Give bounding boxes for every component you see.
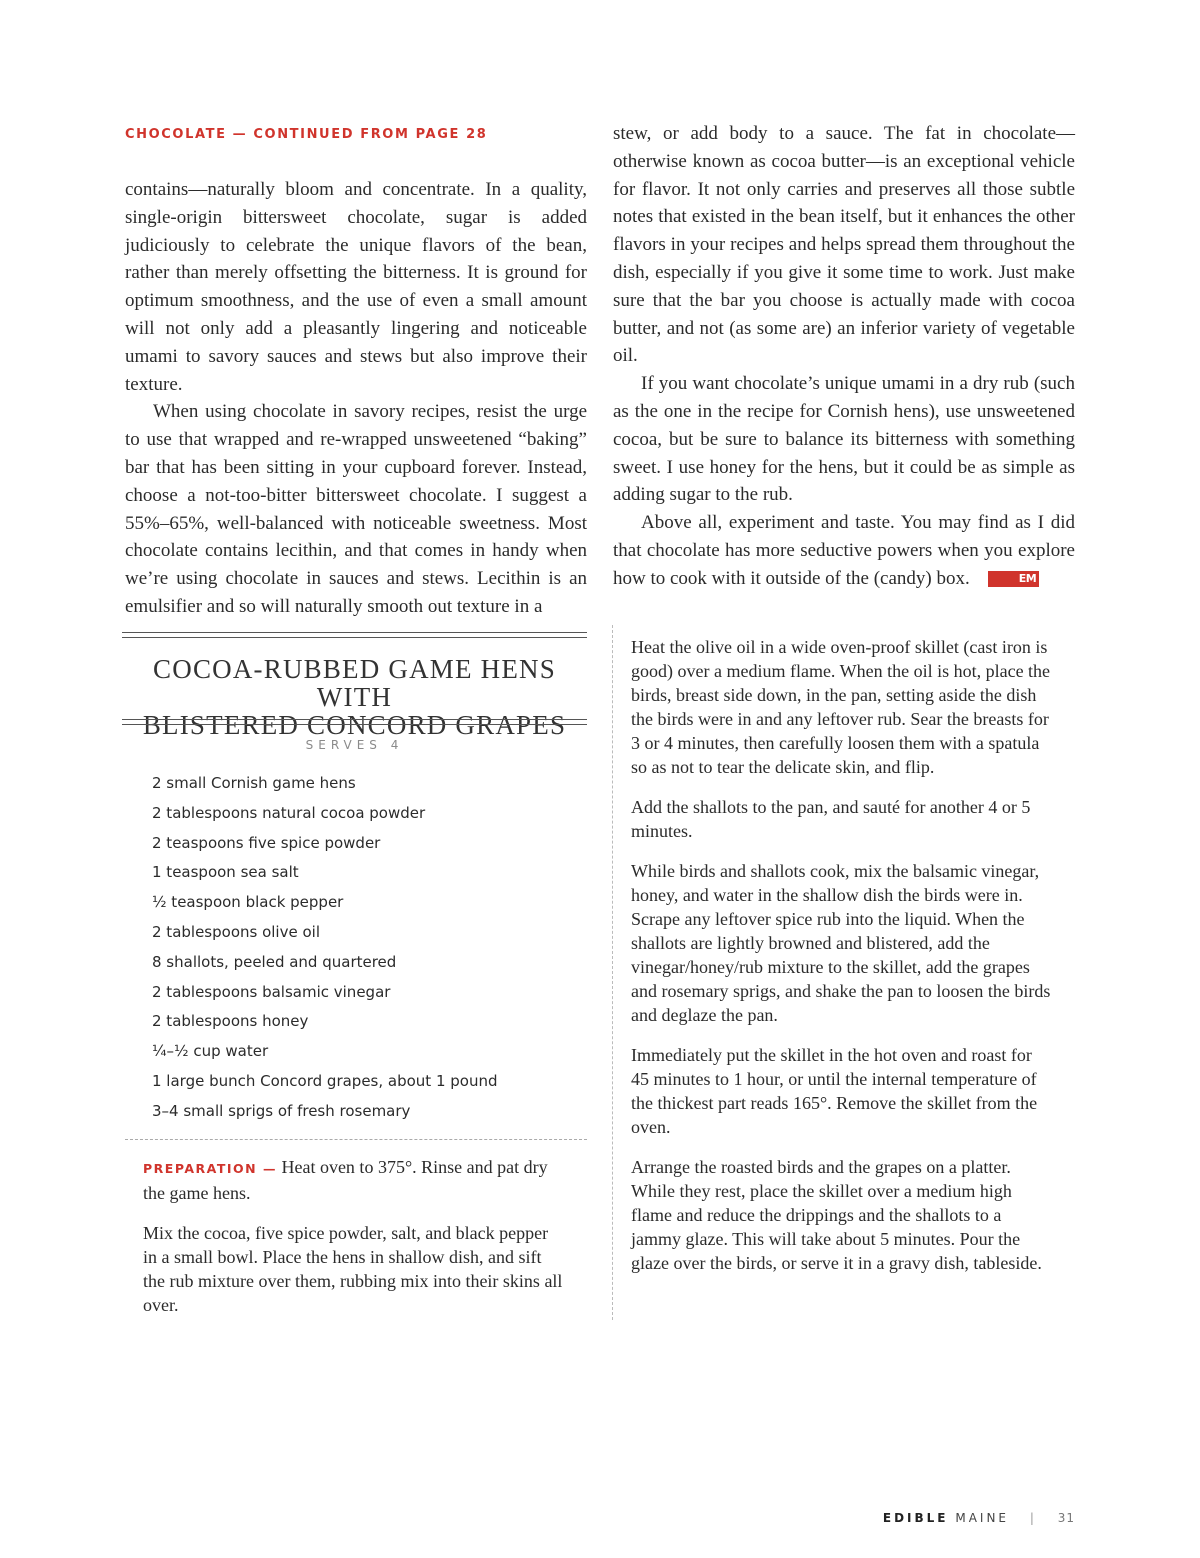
- article-paragraph: stew, or add body to a sauce. The fat in chocolate—otherwise known as cocoa butter—is an exceptional vehicle for flavor. It not only carries and preserves all those subtle notes that existed in the bean itself, but it enhances the other flavors in your recipes and helps spread them throughout the dish, especially if you give it some time to work. Just make sure that the bar you choose is actually made with cocoa butter, and not (as some are) an inferior variety of vegetable oil.: [613, 123, 1075, 367]
- ingredient-item: 2 tablespoons honey: [152, 1012, 309, 1031]
- recipe-title: [122, 655, 587, 739]
- ingredient-list: [152, 772, 498, 1130]
- footer-region: MAINE: [955, 1511, 1010, 1525]
- ingredient-item: 1 large bunch Concord grapes, about 1 pound: [152, 1071, 498, 1090]
- recipe-steps-column: [631, 635, 1051, 1291]
- column-divider: [612, 625, 613, 1320]
- ingredient-item: 8 shallots, peeled and quartered: [152, 952, 397, 971]
- recipe-step: Immediately put the skillet in the hot oven and roast for 45 minutes to 1 hour, or until the internal temperature of the thickest part reads 165°. Remove the skillet from the oven.: [631, 1045, 1038, 1137]
- page-number: 31: [1057, 1511, 1075, 1525]
- preparation-step: Mix the cocoa, five spice powder, salt, and black pepper in a small bowl. Place the hens in shallow dish, and sift the rub mixture over them, rubbing mix into their skins all over.: [143, 1223, 563, 1315]
- ingredients-divider: [125, 1139, 587, 1140]
- recipe-title-line: BLISTERED CONCORD GRAPES: [142, 710, 567, 740]
- ingredient-item: 2 tablespoons olive oil: [152, 922, 320, 941]
- preparation-intro: [143, 1155, 563, 1205]
- preparation-label: PREPARATION —: [143, 1161, 277, 1176]
- ingredient-item: ¼–½ cup water: [152, 1042, 269, 1061]
- footer-separator: |: [1029, 1511, 1037, 1525]
- continued-kicker: CHOCOLATE — CONTINUED FROM PAGE 28: [125, 127, 488, 142]
- recipe-step: Arrange the roasted birds and the grapes on a platter. While they rest, place the skillet over a medium high flame and reduce the drippings and the shallots to a jammy glaze. This will take about 5 minutes. Pour the glaze over the birds, or serve it in a gravy dish, tableside.: [631, 1157, 1042, 1273]
- recipe-step: While birds and shallots cook, mix the balsamic vinegar, honey, and water in the shallow dish the birds were in. Scrape any leftover spice rub into the liquid. When the shallots are lightly browned and blistered, add the vinegar/honey/rub mixture to the skillet, add the grapes and rosemary sprigs, and shake the pan to loosen the birds and deglaze the pan.: [631, 861, 1051, 1025]
- ingredient-item: ½ teaspoon black pepper: [152, 893, 344, 912]
- article-paragraph: [613, 509, 1075, 592]
- recipe-step: Heat the olive oil in a wide oven-proof skillet (cast iron is good) over a medium flame. When the oil is hot, place the birds, breast side down, in the pan, setting aside the dish the birds were in and any leftover rub. Sear the breasts for 3 or 4 minutes, then carefully loosen them with a spatula so as not to tear the delicate skin, and flip.: [631, 637, 1051, 777]
- edible-maine-end-mark-icon: EM: [988, 571, 1039, 587]
- ingredient-item: 2 tablespoons balsamic vinegar: [152, 982, 391, 1001]
- article-column-left: [125, 176, 587, 621]
- article-column-right: [613, 120, 1075, 593]
- preparation-column: [143, 1155, 563, 1333]
- ingredient-item: 2 teaspoons five spice powder: [152, 833, 381, 852]
- ingredient-item: 3–4 small sprigs of fresh rosemary: [152, 1101, 411, 1120]
- recipe-title-line: COCOA-RUBBED GAME HENS WITH: [153, 654, 556, 712]
- title-rule-bottom: [122, 719, 587, 725]
- ingredient-item: 1 teaspoon sea salt: [152, 863, 299, 882]
- article-paragraph: When using chocolate in savory recipes, resist the urge to use that wrapped and re-wrapped unsweetened “baking” bar that has been sitting in your cupboard forever. Instead, choose a not-too-bitter bittersweet chocolate. I suggest a 55%–65%, well-balanced with noticeable sweetness. Most chocolate contains lecithin, and that comes in handy when we’re using chocolate in sauces and stews. Lecithin is an emulsifier and so will naturally smooth out texture in a: [125, 401, 587, 617]
- ingredient-item: 2 tablespoons natural cocoa powder: [152, 803, 426, 822]
- ingredient-item: 2 small Cornish game hens: [152, 774, 356, 792]
- page-footer: [883, 1511, 1075, 1525]
- article-paragraph: contains—naturally bloom and concentrate. In a quality, single-origin bittersweet chocolate, sugar is added judiciously to celebrate the unique flavors of the bean, rather than merely offsetting the bitterness. It is ground for optimum smoothness, and the use of even a small amount will not only add a pleasantly lingering and noticeable umami to savory sauces and stews but also improve their texture.: [125, 179, 587, 395]
- footer-brand: EDIBLE: [882, 1511, 949, 1525]
- article-paragraph-text: Above all, experiment and taste. You may find as I did that chocolate has more seductive powers when you explore how to cook with it outside of the (candy) box.: [613, 512, 1075, 589]
- title-rule-top: [122, 632, 587, 638]
- serves-label: SERVES 4: [305, 738, 404, 752]
- article-paragraph: If you want chocolate’s unique umami in a dry rub (such as the one in the recipe for Cornish hens), use unsweetened cocoa, but be sure to balance its bitterness with something sweet. I use honey for the hens, but it could be as simple as adding sugar to the rub.: [613, 373, 1075, 506]
- preparation-intro-text: Heat oven to 375°. Rinse and pat dry the game hens.: [143, 1157, 548, 1203]
- recipe-step: Add the shallots to the pan, and sauté for another 4 or 5 minutes.: [631, 797, 1031, 841]
